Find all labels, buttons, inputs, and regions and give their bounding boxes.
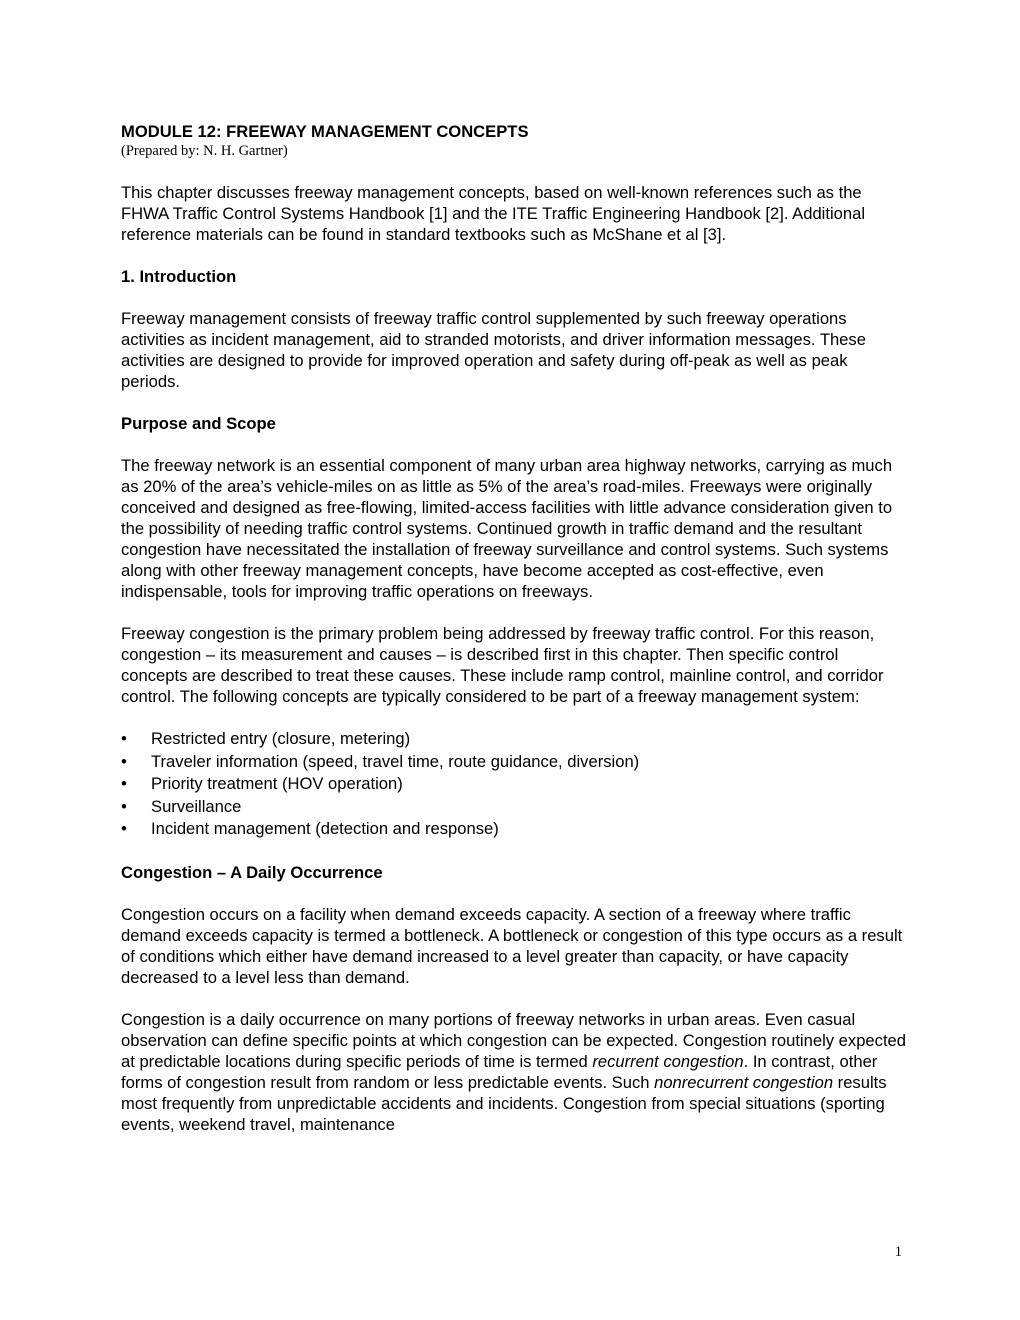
list-item — [121, 728, 906, 751]
introduction-paragraph: Freeway management consists of freeway traffic control supplemented by such freeway operations activities as incident management, aid to stranded motorists, and driver information messages. These activities are designed to provide for improved operation and safety during off-peak as well as peak periods. — [121, 309, 866, 391]
congestion-text-2: . In contrast, other forms of congestion result from random or less predictable events. Such — [121, 1051, 878, 1092]
prepared-by: (Prepared by: N. H. Gartner) — [121, 143, 288, 159]
list-item-text: Traveler information (speed, travel time, route guidance, diversion) — [151, 751, 640, 771]
congestion-text-1: Congestion is a daily occurrence on many portions of freeway networks in urban areas. Even casual observation can define specific points at which congestion can be expected. Congestion routinely expected at predictable locations during specific periods of time is termed — [121, 1009, 907, 1071]
bullet-icon: • — [121, 729, 127, 748]
intro-paragraph: This chapter discusses freeway management concepts, based on well-known references such as the FHWA Traffic Control Systems Handbook [1] and the ITE Traffic Engineering Handbook [2]. Additional reference materials can be found in standard textbooks such as McShane et al [3]. — [121, 183, 866, 244]
section-heading-introduction: 1. Introduction — [121, 267, 237, 286]
term-recurrent-congestion: recurrent congestion — [592, 1051, 744, 1071]
list-item-text: Priority treatment (HOV operation) — [151, 774, 403, 793]
document-page — [121, 121, 906, 1156]
congestion-paragraph-2 — [121, 1009, 906, 1135]
bullet-icon: • — [121, 774, 127, 793]
purpose-paragraph-2: Freeway congestion is the primary problem being addressed by freeway traffic control. For this reason, congestion – its measurement and causes – is described first in this chapter. Then specific control concepts are described to treat these causes. These include ramp control, mainline control, and corridor control. The following concepts are typically considered to be part of a freeway management system: — [121, 624, 884, 706]
list-item — [121, 773, 906, 796]
purpose-paragraph-1: The freeway network is an essential component of many urban area highway networks, carrying as much as 20% of the area’s vehicle-miles on as little as 5% of the area’s road-miles. Freeways were originally conceived and designed as free-flowing, limited-access facilities with little advance consideration given to the possibility of needing traffic control systems. Continued growth in traffic demand and the resultant congestion have necessitated the installation of freeway surveillance and control systems. Such systems along with other freeway management concepts, have become accepted as cost-effective, even indispensable, tools for improving traffic operations on freeways. — [121, 456, 893, 601]
bullet-icon: • — [121, 819, 127, 838]
term-nonrecurrent-congestion: nonrecurrent congestion — [654, 1072, 834, 1092]
bullet-icon: • — [121, 751, 127, 771]
congestion-text-3: results most frequently from unpredictable accidents and incidents. Congestion from special situations (sporting events, weekend travel, maintenance — [121, 1072, 887, 1134]
list-item — [121, 796, 906, 819]
list-item — [121, 818, 906, 841]
congestion-paragraph-1: Congestion occurs on a facility when demand exceeds capacity. A section of a freeway where traffic demand exceeds capacity is termed a bottleneck. A bottleneck or congestion of this type occurs as a result of conditions which either have demand increased to a level greater than capacity, or have capacity decreased to a level less than demand. — [121, 904, 903, 987]
section-heading-congestion: Congestion – A Daily Occurrence — [121, 862, 383, 882]
document-title: MODULE 12: FREEWAY MANAGEMENT CONCEPTS — [121, 122, 529, 141]
section-heading-purpose: Purpose and Scope — [121, 414, 276, 433]
list-item-text: Surveillance — [151, 796, 242, 816]
bullet-icon: • — [121, 796, 127, 816]
list-item — [121, 751, 906, 774]
list-item-text: Restricted entry (closure, metering) — [151, 729, 411, 748]
page-number: 1 — [894, 1244, 902, 1260]
concepts-list — [121, 728, 906, 841]
list-item-text: Incident management (detection and response) — [151, 819, 499, 838]
